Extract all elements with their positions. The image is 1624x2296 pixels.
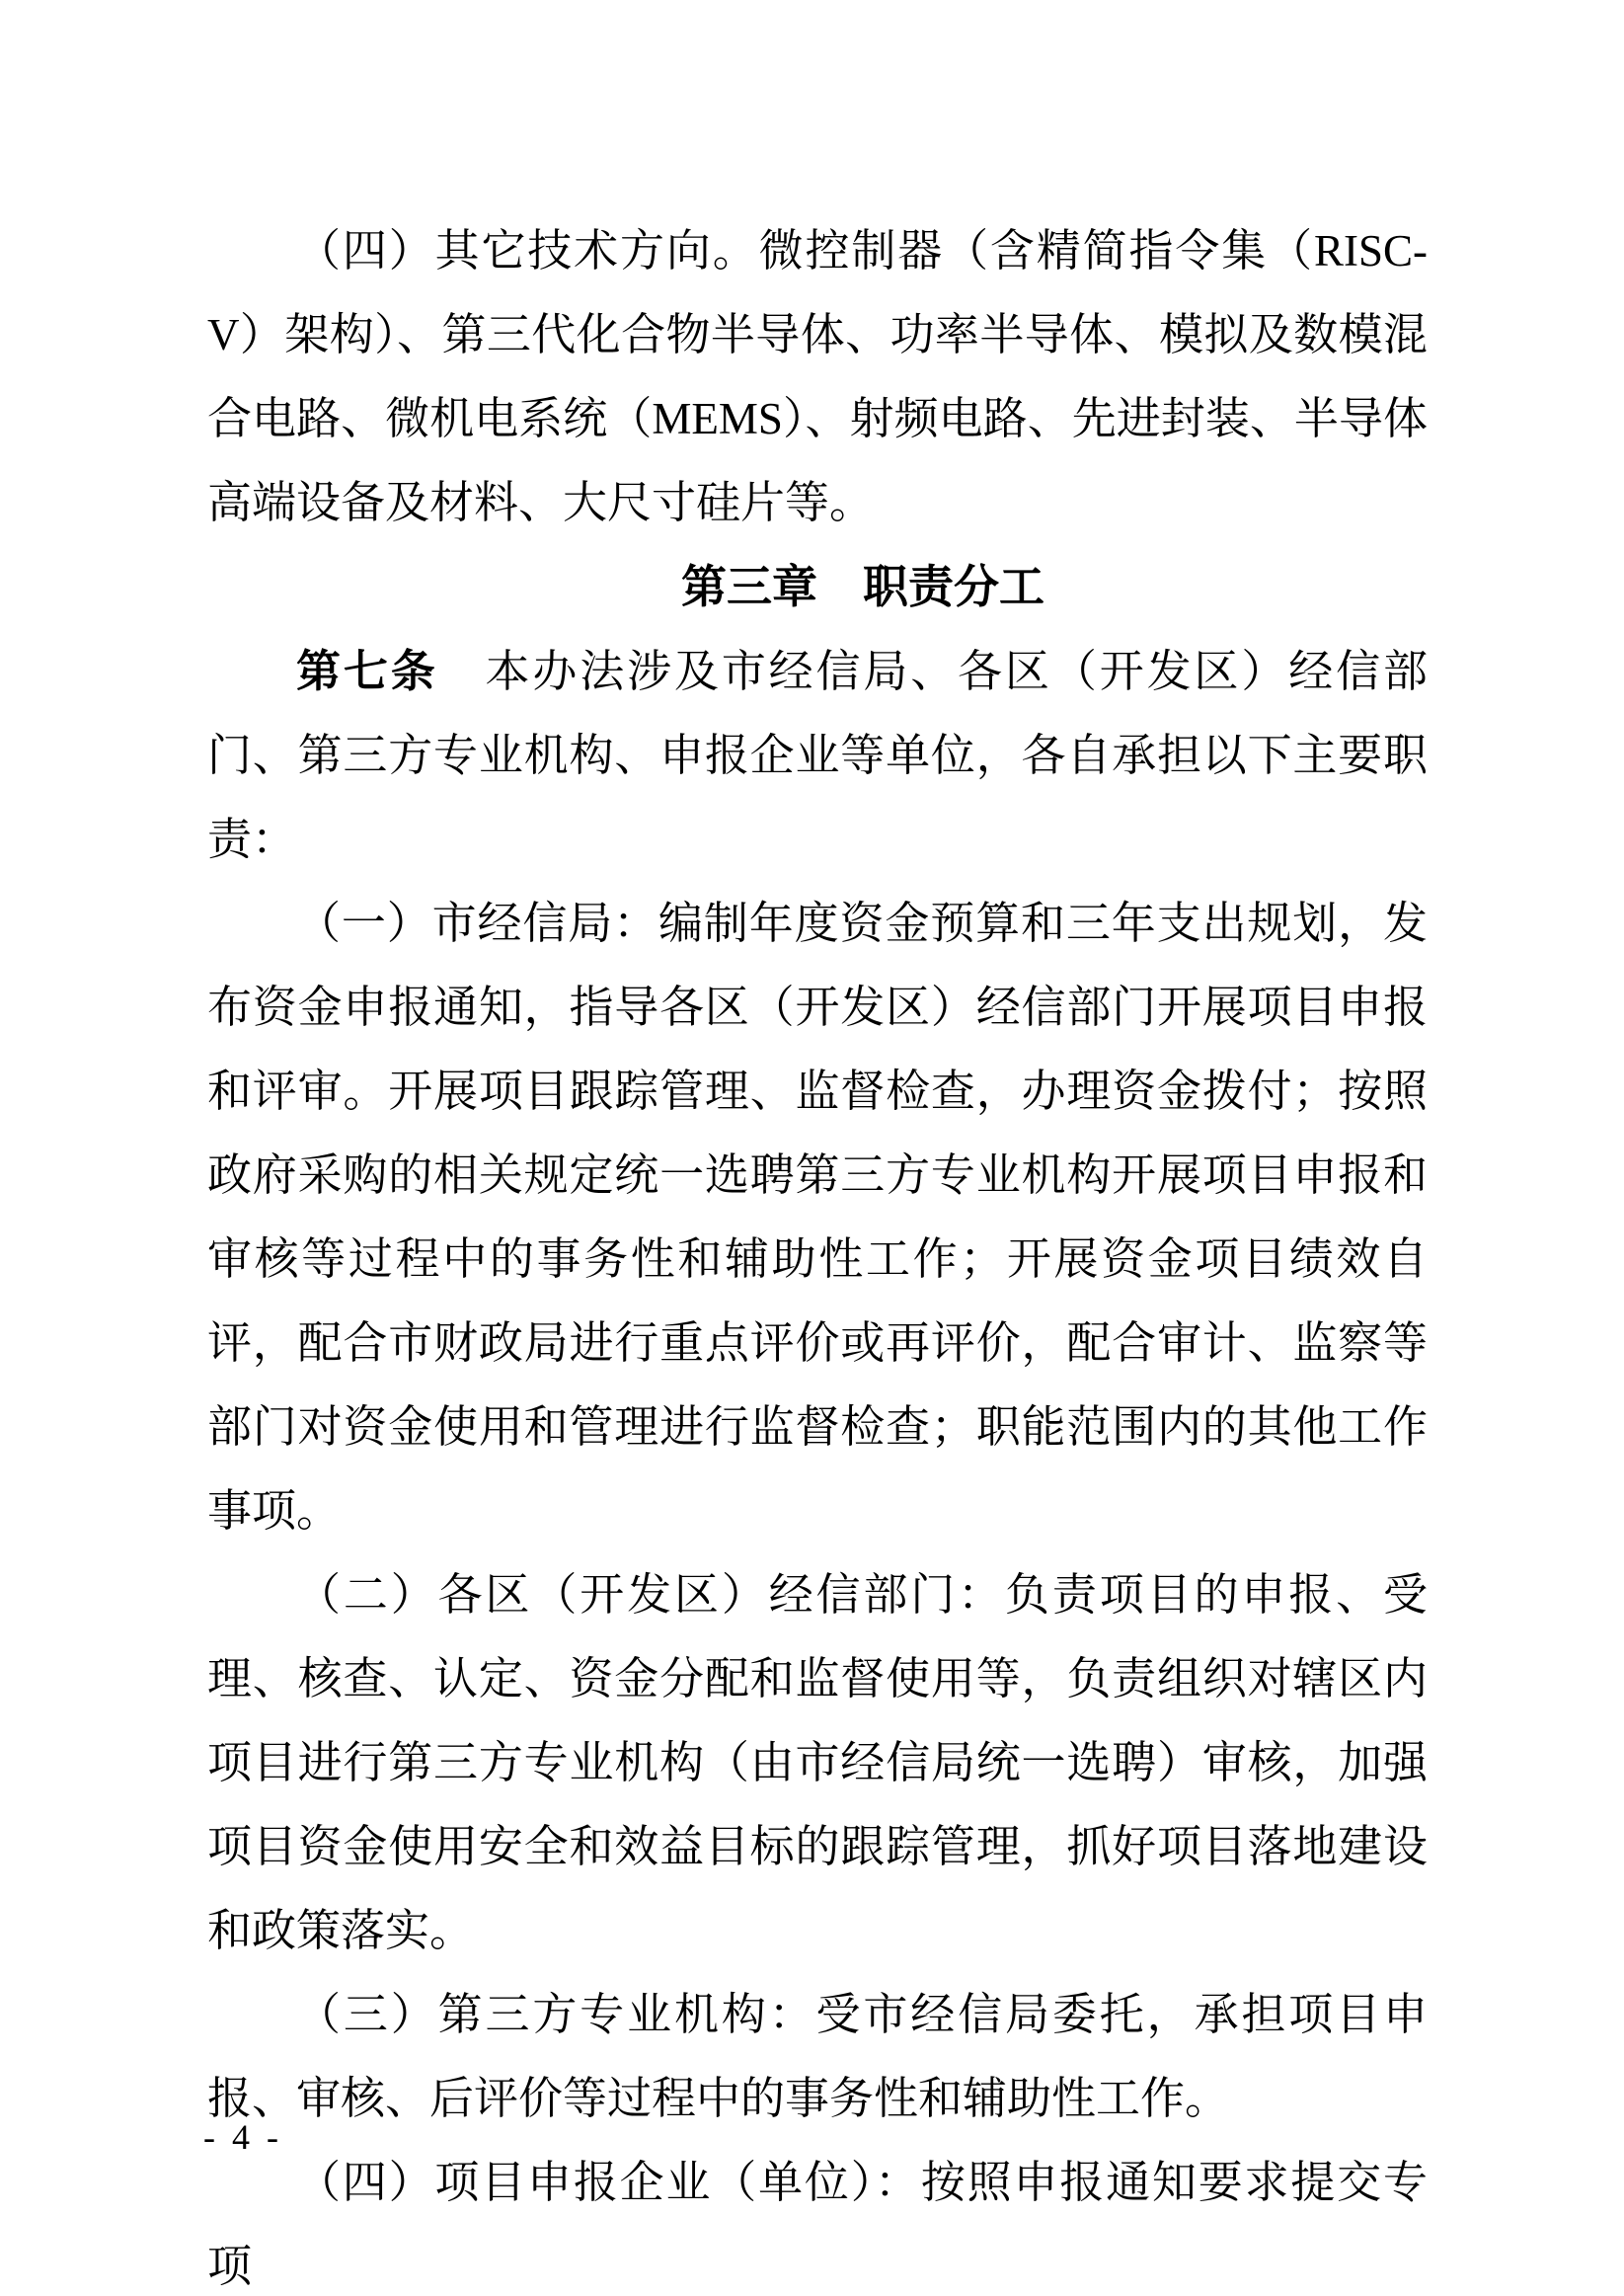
- article-number: 第七条: [296, 646, 438, 696]
- page-number: - 4 -: [203, 2117, 282, 2157]
- article-7-text: 本办法涉及市经信局、各区（开发区）经信部门、第三方专业机构、申报企业等单位，各自承担以下主要职责：: [207, 647, 1428, 864]
- paragraph-duty-3-third-party: （三）第三方专业机构：受市经信局委托，承担项目申报、审核、后评价等过程中的事务性和辅助性工作。: [207, 1990, 1428, 2123]
- paragraph-article-7: [207, 629, 1428, 882]
- paragraph-duty-2-district-departments: （二）各区（开发区）经信部门：负责项目的申报、受理、核查、认定、资金分配和监督使用等，负责组织对辖区内项目进行第三方专业机构（由市经信局统一选聘）审核，加强项目资金使用安全和效益目标的跟踪管理，抓好项目落地建设和政策落实。: [207, 1570, 1428, 1955]
- paragraph-duty-1-city-bureau: （一）市经信局：编制年度资金预算和三年支出规划，发布资金申报通知，指导各区（开发区）经信部门开展项目申报和评审。开展项目跟踪管理、监督检查，办理资金拨付；按照政府采购的相关规定统一选聘第三方专业机构开展项目申报和审核等过程中的事务性和辅助性工作；开展资金项目绩效自评，配合市财政局进行重点评价或再评价，配合审计、监察等部门对资金使用和管理进行监督检查；职能范围内的其他工作事项。: [207, 899, 1428, 1536]
- paragraph-duty-4-applicant-enterprises: （四）项目申报企业（单位）：按照申报通知要求提交专项: [207, 2158, 1428, 2291]
- document-body: [207, 209, 1428, 2296]
- paragraph-tech-direction-4: （四）其它技术方向。微控制器（含精简指令集（RISC-V）架构）、第三代化合物半导体、功率半导体、模拟及数模混合电路、微机电系统（MEMS）、射频电路、先进封装、半导体高端设备及材料、大尺寸硅片等。: [207, 226, 1428, 527]
- chapter-heading: 第三章 职责分工: [681, 561, 1044, 612]
